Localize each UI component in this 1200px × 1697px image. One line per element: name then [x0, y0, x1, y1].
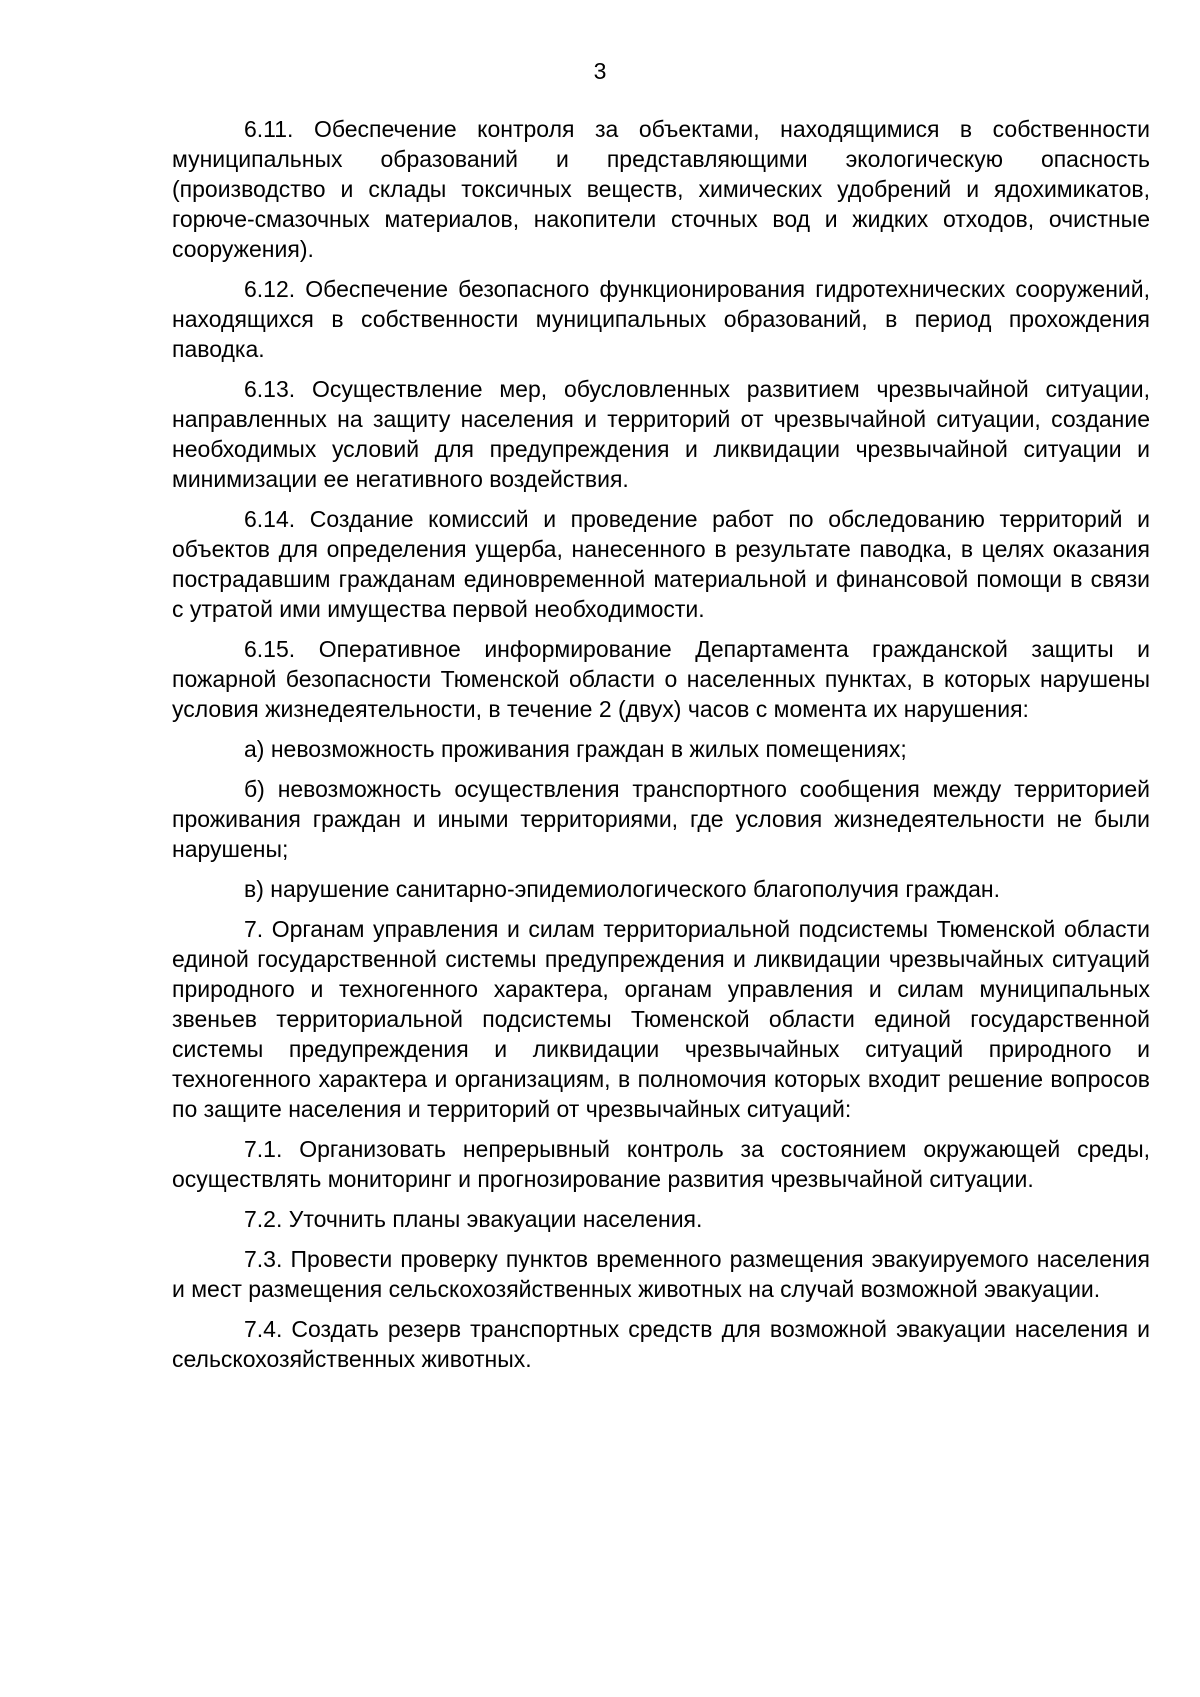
list-item-v: в) нарушение санитарно-эпидемиологического благополучия граждан.: [244, 876, 1001, 902]
paragraph-6-14: 6.14. Создание комиссий и проведение работ по обследованию территорий и объектов для определения ущерба, нанесенного в результате паводка, в целях оказания пострадавшим гражданам единовременной материальной и финансовой помощи в связи с утратой ими имущества первой необходимости.: [172, 506, 1150, 622]
paragraph-6-13: 6.13. Осуществление мер, обусловленных развитием чрезвычайной ситуации, направленных на защиту населения и территорий от чрезвычайной ситуации, создание необходимых условий для предупреждения и ликвидации чрезвычайной ситуации и минимизации ее негативного воздействия.: [172, 376, 1150, 492]
paragraph-6-12: 6.12. Обеспечение безопасного функционирования гидротехнических сооружений, находящихся в собственности муниципальных образований, в период прохождения паводка.: [172, 276, 1150, 362]
paragraph-7-4: 7.4. Создать резерв транспортных средств для возможной эвакуации населения и сельскохозяйственных животных.: [172, 1316, 1150, 1372]
paragraph-7-2: 7.2. Уточнить планы эвакуации населения.: [244, 1206, 703, 1232]
list-item-b: б) невозможность осуществления транспортного сообщения между территорией проживания граждан и иными территориями, где условия жизнедеятельности не были нарушены;: [172, 776, 1150, 862]
list-item-a: а) невозможность проживания граждан в жилых помещениях;: [244, 736, 907, 762]
paragraph-7-1: 7.1. Организовать непрерывный контроль за состоянием окружающей среды, осуществлять мониторинг и прогнозирование развития чрезвычайной ситуации.: [172, 1136, 1150, 1192]
document-body: [172, 114, 1150, 1384]
page-number: 3: [593, 58, 607, 84]
paragraph-6-15: 6.15. Оперативное информирование Департамента гражданской защиты и пожарной безопасности Тюменской области о населенных пунктах, в которых нарушены условия жизнедеятельности, в течение 2 (двух) часов с момента их нарушения:: [172, 636, 1150, 722]
paragraph-6-11: 6.11. Обеспечение контроля за объектами, находящимися в собственности муниципальных образований и представляющими экологическую опасность (производство и склады токсичных веществ, химических удобрений и ядохимикатов, горюче-смазочных материалов, накопители сточных вод и жидких отходов, очистные сооружения).: [172, 116, 1150, 262]
paragraph-7: 7. Органам управления и силам территориальной подсистемы Тюменской области единой государственной системы предупреждения и ликвидации чрезвычайных ситуаций природного и техногенного характера, органам управления и силам муниципальных звеньев территориальной подсистемы Тюменской области единой государственной системы предупреждения и ликвидации чрезвычайных ситуаций природного и техногенного характера и организациям, в полномочия которых входит решение вопросов по защите населения и территорий от чрезвычайных ситуаций:: [172, 916, 1150, 1122]
paragraph-7-3: 7.3. Провести проверку пунктов временного размещения эвакуируемого населения и мест размещения сельскохозяйственных животных на случай возможной эвакуации.: [172, 1246, 1150, 1302]
